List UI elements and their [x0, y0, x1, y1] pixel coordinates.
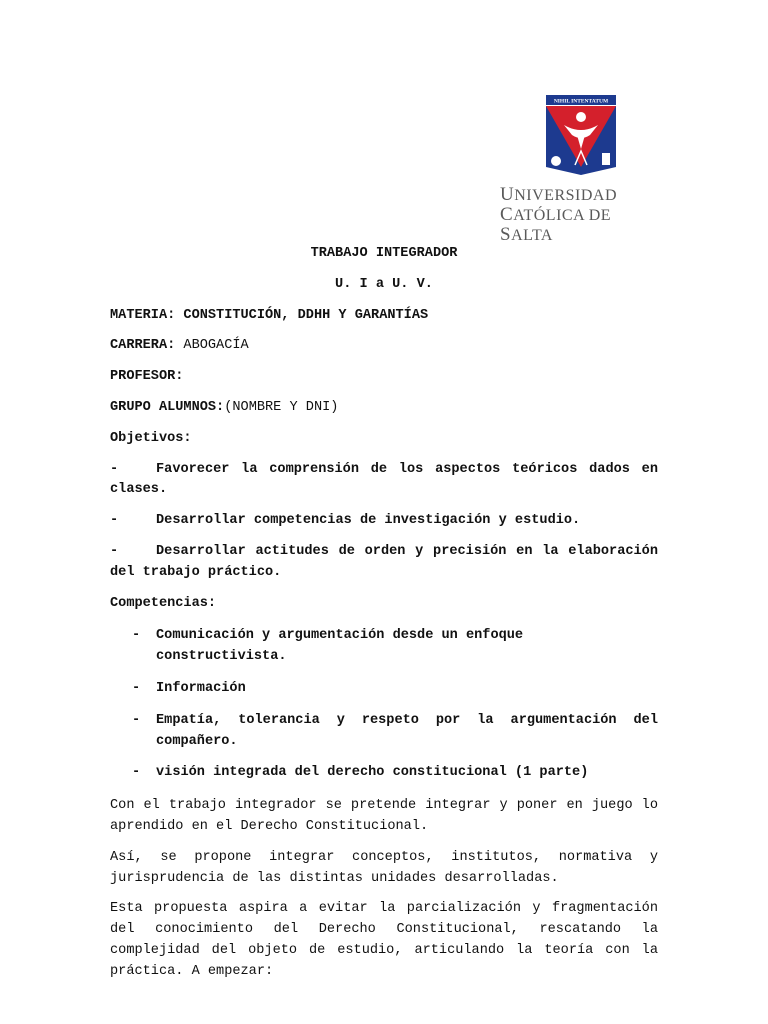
carrera-line: CARRERA: ABOGACÍA: [110, 338, 249, 354]
body-paragraph: Con el trabajo integrador se pretende integrar y poner en juego lo aprendido en el Derecho Constitucional.: [110, 798, 658, 834]
grupo-line: GRUPO ALUMNOS:(NOMBRE Y DNI): [110, 399, 339, 415]
body-paragraph: Esta propuesta aspira a evitar la parcialización y fragmentación del conocimiento del Derecho Constitucional, rescatando la complejidad del objeto de estudio, articulando la teoría con la práctica. A empezar:: [110, 901, 658, 979]
competencia-item: - Empatía, tolerancia y respeto por la argumentación del compañero.: [132, 712, 658, 749]
units-range: U. I a U. V.: [335, 276, 433, 292]
document-body: [110, 244, 658, 993]
university-logo: [500, 95, 665, 245]
university-name: UNIVERSIDAD CATÓLICA DE SALTA: [500, 184, 618, 245]
shield-emblem: [544, 95, 618, 177]
competencia-item: - visión integrada del derecho constitucional (1 parte): [132, 765, 589, 781]
profesor-line: PROFESOR:: [110, 369, 184, 385]
materia-line: MATERIA: CONSTITUCIÓN, DDHH Y GARANTÍAS: [110, 307, 429, 323]
competencias-heading: Competencias:: [110, 595, 217, 611]
competencia-item: - Información: [132, 680, 246, 696]
document-title: TRABAJO INTEGRADOR: [310, 246, 458, 261]
competencia-item: - Comunicación y argumentación desde un enfoque constructivista.: [132, 628, 524, 665]
objetivo-item: - Desarrollar competencias de investigación y estudio.: [110, 513, 581, 529]
body-paragraph: Así, se propone integrar conceptos, institutos, normativa y jurisprudencia de las distintas unidades desarrolladas.: [110, 849, 658, 886]
motto-banner: NIHIL INTENTATUM: [553, 98, 609, 105]
objetivos-heading: Objetivos:: [110, 430, 192, 446]
objetivo-item: - Desarrollar actitudes de orden y precisión en la elaboración del trabajo práctico.: [110, 543, 658, 580]
competencias-list: [110, 626, 658, 784]
objetivo-item: - Favorecer la comprensión de los aspectos teóricos dados en clases.: [110, 461, 658, 498]
